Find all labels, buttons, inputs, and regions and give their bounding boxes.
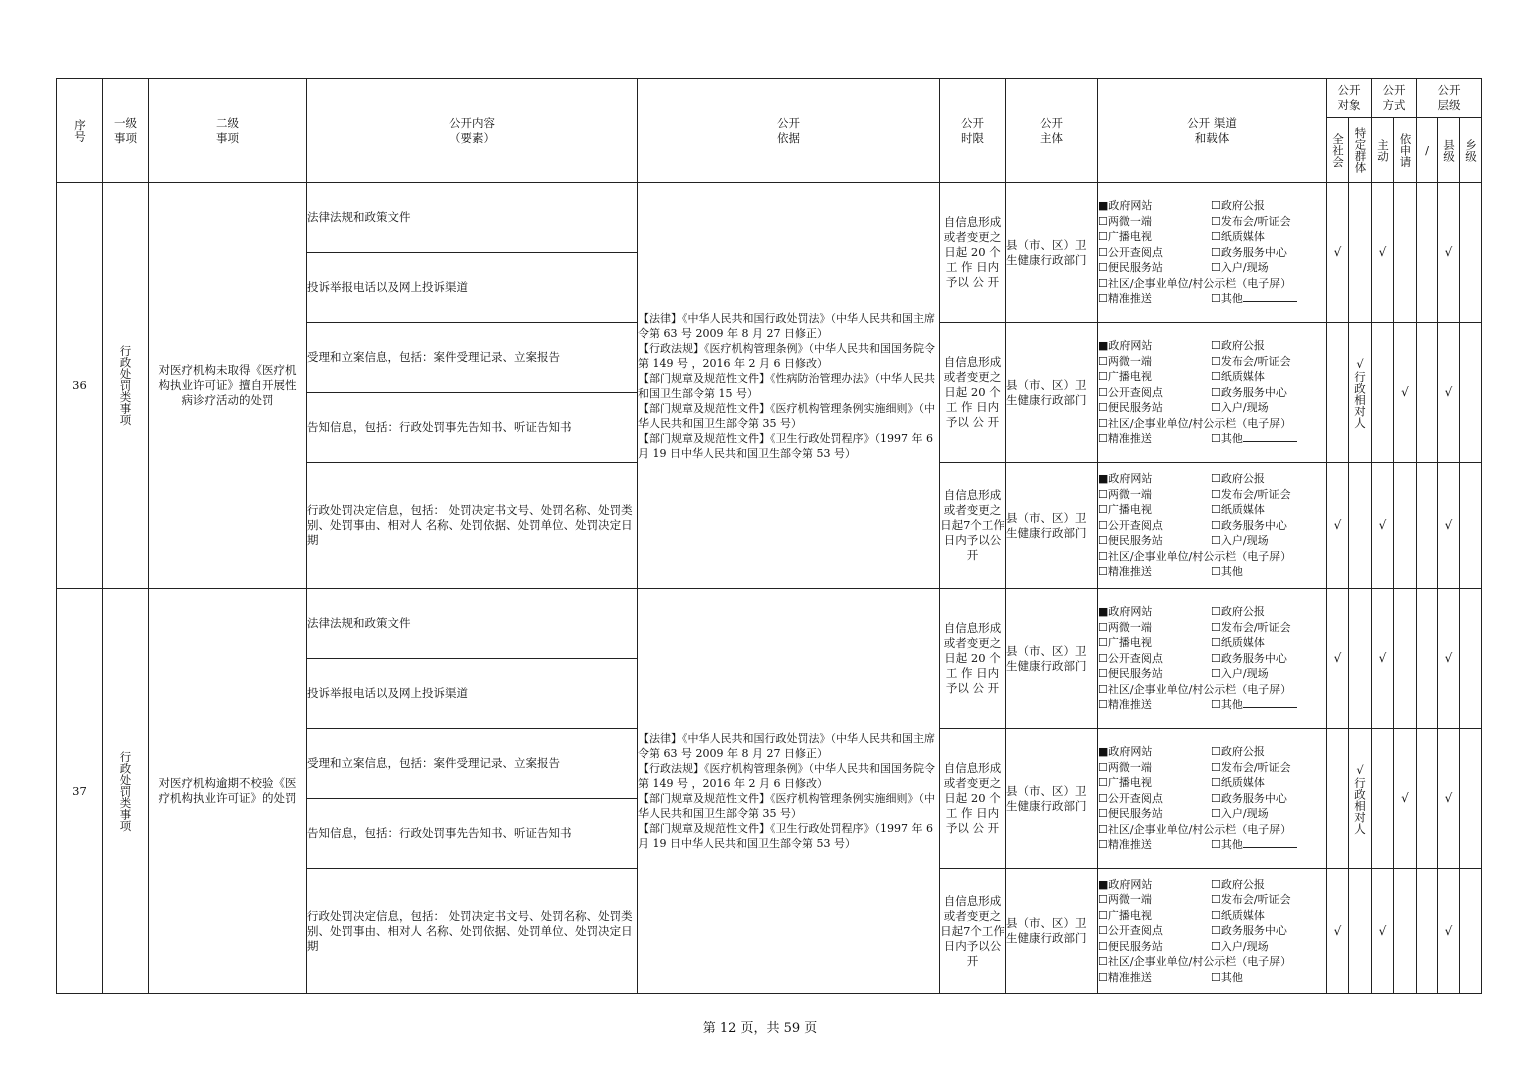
subject: 县（市、区）卫 生健康行政部门 [1006,323,1098,463]
header-channel: 公开 渠道 和载体 [1098,79,1327,183]
time-limit: 自信息形成或者变更之日起 20 个工 作 日内 予以 公 开 [940,589,1006,729]
content-filing: 受理和立案信息，包括：案件受理记录、立案报告 [307,729,638,799]
mark-active: √ [1372,183,1394,323]
mark-relative: √行政相对人 [1349,729,1372,869]
content-filing: 受理和立案信息，包括：案件受理记录、立案报告 [307,323,638,393]
header-subject: 公开主体 [1006,79,1098,183]
header-level-county: 县级 [1438,118,1460,183]
header-method: 公开方式 [1372,79,1417,118]
time-limit: 自信息形成或者变更之日起 20 个工 作 日内 予以 公 开 [940,729,1006,869]
mark-county: √ [1438,589,1460,729]
mark-county: √ [1438,183,1460,323]
header-content: 公开内容 （要素） [307,79,638,183]
mark-all: √ [1327,183,1349,323]
time-limit: 自信息形成或者变更之日起7个工作日内予以公开 [940,463,1006,589]
item-level2: 对医疗机构未取得《医疗机构执业许可证》擅自开展性病诊疗活动的处罚 [149,183,307,589]
mark-request: √ [1394,729,1417,869]
content-laws: 法律法规和政策文件 [307,589,638,659]
subject: 县（市、区）卫 生健康行政部门 [1006,463,1098,589]
time-limit: 自信息形成或者变更之日起 20 个工 作 日内 予以 公 开 [940,183,1006,323]
header-target-all: 全社会 [1327,118,1349,183]
header-level: 公开层级 [1417,79,1482,118]
channel-list: ■政府网站 ☐政府公报 ☐两微一端 ☐发布会/听证会 ☐广播电视 ☐纸质媒体 ☐公开查阅点 ☐政务服务中心 ☐便民服务站 ☐入户/现场 ☐社区/企事业单位/村公示栏（电子屏） ☐精准推送 ☐其他 [1098,729,1327,869]
mark-active: √ [1372,463,1394,589]
item-level1: 行政处罚类事项 [103,589,149,994]
item-seq: 36 [57,183,103,589]
header-level-town: 乡级 [1460,118,1482,183]
header-level2: 二级事项 [149,79,307,183]
header-row-top [57,79,1482,118]
header-method-active: 主动 [1372,118,1394,183]
content-complaint: 投诉举报电话以及网上投诉渠道 [307,253,638,323]
content-notice: 告知信息，包括：行政处罚事先告知书、听证告知书 [307,799,638,869]
content-complaint: 投诉举报电话以及网上投诉渠道 [307,659,638,729]
mark-all: √ [1327,463,1349,589]
mark-county: √ [1438,323,1460,463]
channel-list: ■政府网站 ☐政府公报 ☐两微一端 ☐发布会/听证会 ☐广播电视 ☐纸质媒体 ☐公开查阅点 ☐政务服务中心 ☐便民服务站 ☐入户/现场 ☐社区/企事业单位/村公示栏（电子屏） ☐精准推送 ☐其他 [1098,589,1327,729]
page-footer: 第 12 页，共 59 页 [702,1021,818,1036]
mark-request: √ [1394,323,1417,463]
channel-list: ■政府网站 ☐政府公报 ☐两微一端 ☐发布会/听证会 ☐广播电视 ☐纸质媒体 ☐公开查阅点 ☐政务服务中心 ☐便民服务站 ☐入户/现场 ☐社区/企事业单位/村公示栏（电子屏） ☐精准推送 ☐其他 [1098,463,1327,589]
mark-county: √ [1438,869,1460,994]
time-limit: 自信息形成或者变更之日起 20 个工 作 日内 予以 公 开 [940,323,1006,463]
channel-list: ■政府网站 ☐政府公报 ☐两微一端 ☐发布会/听证会 ☐广播电视 ☐纸质媒体 ☐公开查阅点 ☐政务服务中心 ☐便民服务站 ☐入户/现场 ☐社区/企事业单位/村公示栏（电子屏） ☐精准推送 ☐其他 [1098,183,1327,323]
content-laws: 法律法规和政策文件 [307,183,638,253]
subject: 县（市、区）卫 生健康行政部门 [1006,869,1098,994]
channel-list: ■政府网站 ☐政府公报 ☐两微一端 ☐发布会/听证会 ☐广播电视 ☐纸质媒体 ☐公开查阅点 ☐政务服务中心 ☐便民服务站 ☐入户/现场 ☐社区/企事业单位/村公示栏（电子屏） ☐精准推送 ☐其他 [1098,869,1327,994]
item-basis: 【法律】《中华人民共和国行政处罚法》（中华人民共和国主席令第 63 号 2009 年 8 月 27 日修正） 【行政法规】《医疗机构管理条例》（中华人民共和国国务院令第 149 号 ，2016 年 2 月 6 日修改） 【部门规章及规范性文件】《性病防治管理办法》（中华人民共和国卫生部令第 15 号） 【部门规章及规范性文件】《医疗机构管理条例实施细则》（中华人民共和国卫生部令第 35 号） 【部门规章及规范性文件】《卫生行政处罚程序》（1997 年 6 月 19 日中华人民共和国卫生部令第 53 号） [638,183,940,589]
mark-all: √ [1327,589,1349,729]
table-row [57,589,1482,659]
subject: 县（市、区）卫 生健康行政部门 [1006,589,1098,729]
header-method-request: 依申请 [1394,118,1417,183]
table-row [57,183,1482,253]
content-decision: 行政处罚决定信息，包括： 处罚决定书文号、处罚名称、处罚类别、处罚事由、相对人 名称、处罚依据、处罚单位、处罚决定日期 [307,463,638,589]
header-level1: 一级事项 [103,79,149,183]
header-slash: / [1417,118,1438,183]
disclosure-table [56,78,1482,994]
mark-all: √ [1327,869,1349,994]
time-limit: 自信息形成或者变更之日起7个工作日内予以公开 [940,869,1006,994]
mark-active: √ [1372,869,1394,994]
content-notice: 告知信息，包括：行政处罚事先告知书、听证告知书 [307,393,638,463]
mark-relative: √行政相对人 [1349,323,1372,463]
header-seq: 序号 [57,79,103,183]
item-basis: 【法律】《中华人民共和国行政处罚法》（中华人民共和国主席令第 63 号 2009 年 8 月 27 日修正） 【行政法规】《医疗机构管理条例》（中华人民共和国国务院令第 149 号 ，2016 年 2 月 6 日修改） 【部门规章及规范性文件】《医疗机构管理条例实施细则》（中华人民共和国卫生部令第 35 号） 【部门规章及规范性文件】《卫生行政处罚程序》（1997 年 6 月 19 日中华人民共和国卫生部令第 53 号） [638,589,940,994]
item-level1: 行政处罚类事项 [103,183,149,589]
item-seq: 37 [57,589,103,994]
mark-county: √ [1438,729,1460,869]
subject: 县（市、区）卫 生健康行政部门 [1006,729,1098,869]
subject: 县（市、区）卫 生健康行政部门 [1006,183,1098,323]
mark-active: √ [1372,589,1394,729]
content-decision: 行政处罚决定信息，包括： 处罚决定书文号、处罚名称、处罚类别、处罚事由、相对人 名称、处罚依据、处罚单位、处罚决定日期 [307,869,638,994]
item-level2: 对医疗机构逾期不校验《医疗机构执业许可证》的处罚 [149,589,307,994]
header-basis: 公开依据 [638,79,940,183]
header-time: 公开时限 [940,79,1006,183]
mark-county: √ [1438,463,1460,589]
header-target: 公开对象 [1327,79,1372,118]
channel-list: ■政府网站 ☐政府公报 ☐两微一端 ☐发布会/听证会 ☐广播电视 ☐纸质媒体 ☐公开查阅点 ☐政务服务中心 ☐便民服务站 ☐入户/现场 ☐社区/企事业单位/村公示栏（电子屏） ☐精准推送 ☐其他 [1098,323,1327,463]
header-target-specific: 特定群体 [1349,118,1372,183]
